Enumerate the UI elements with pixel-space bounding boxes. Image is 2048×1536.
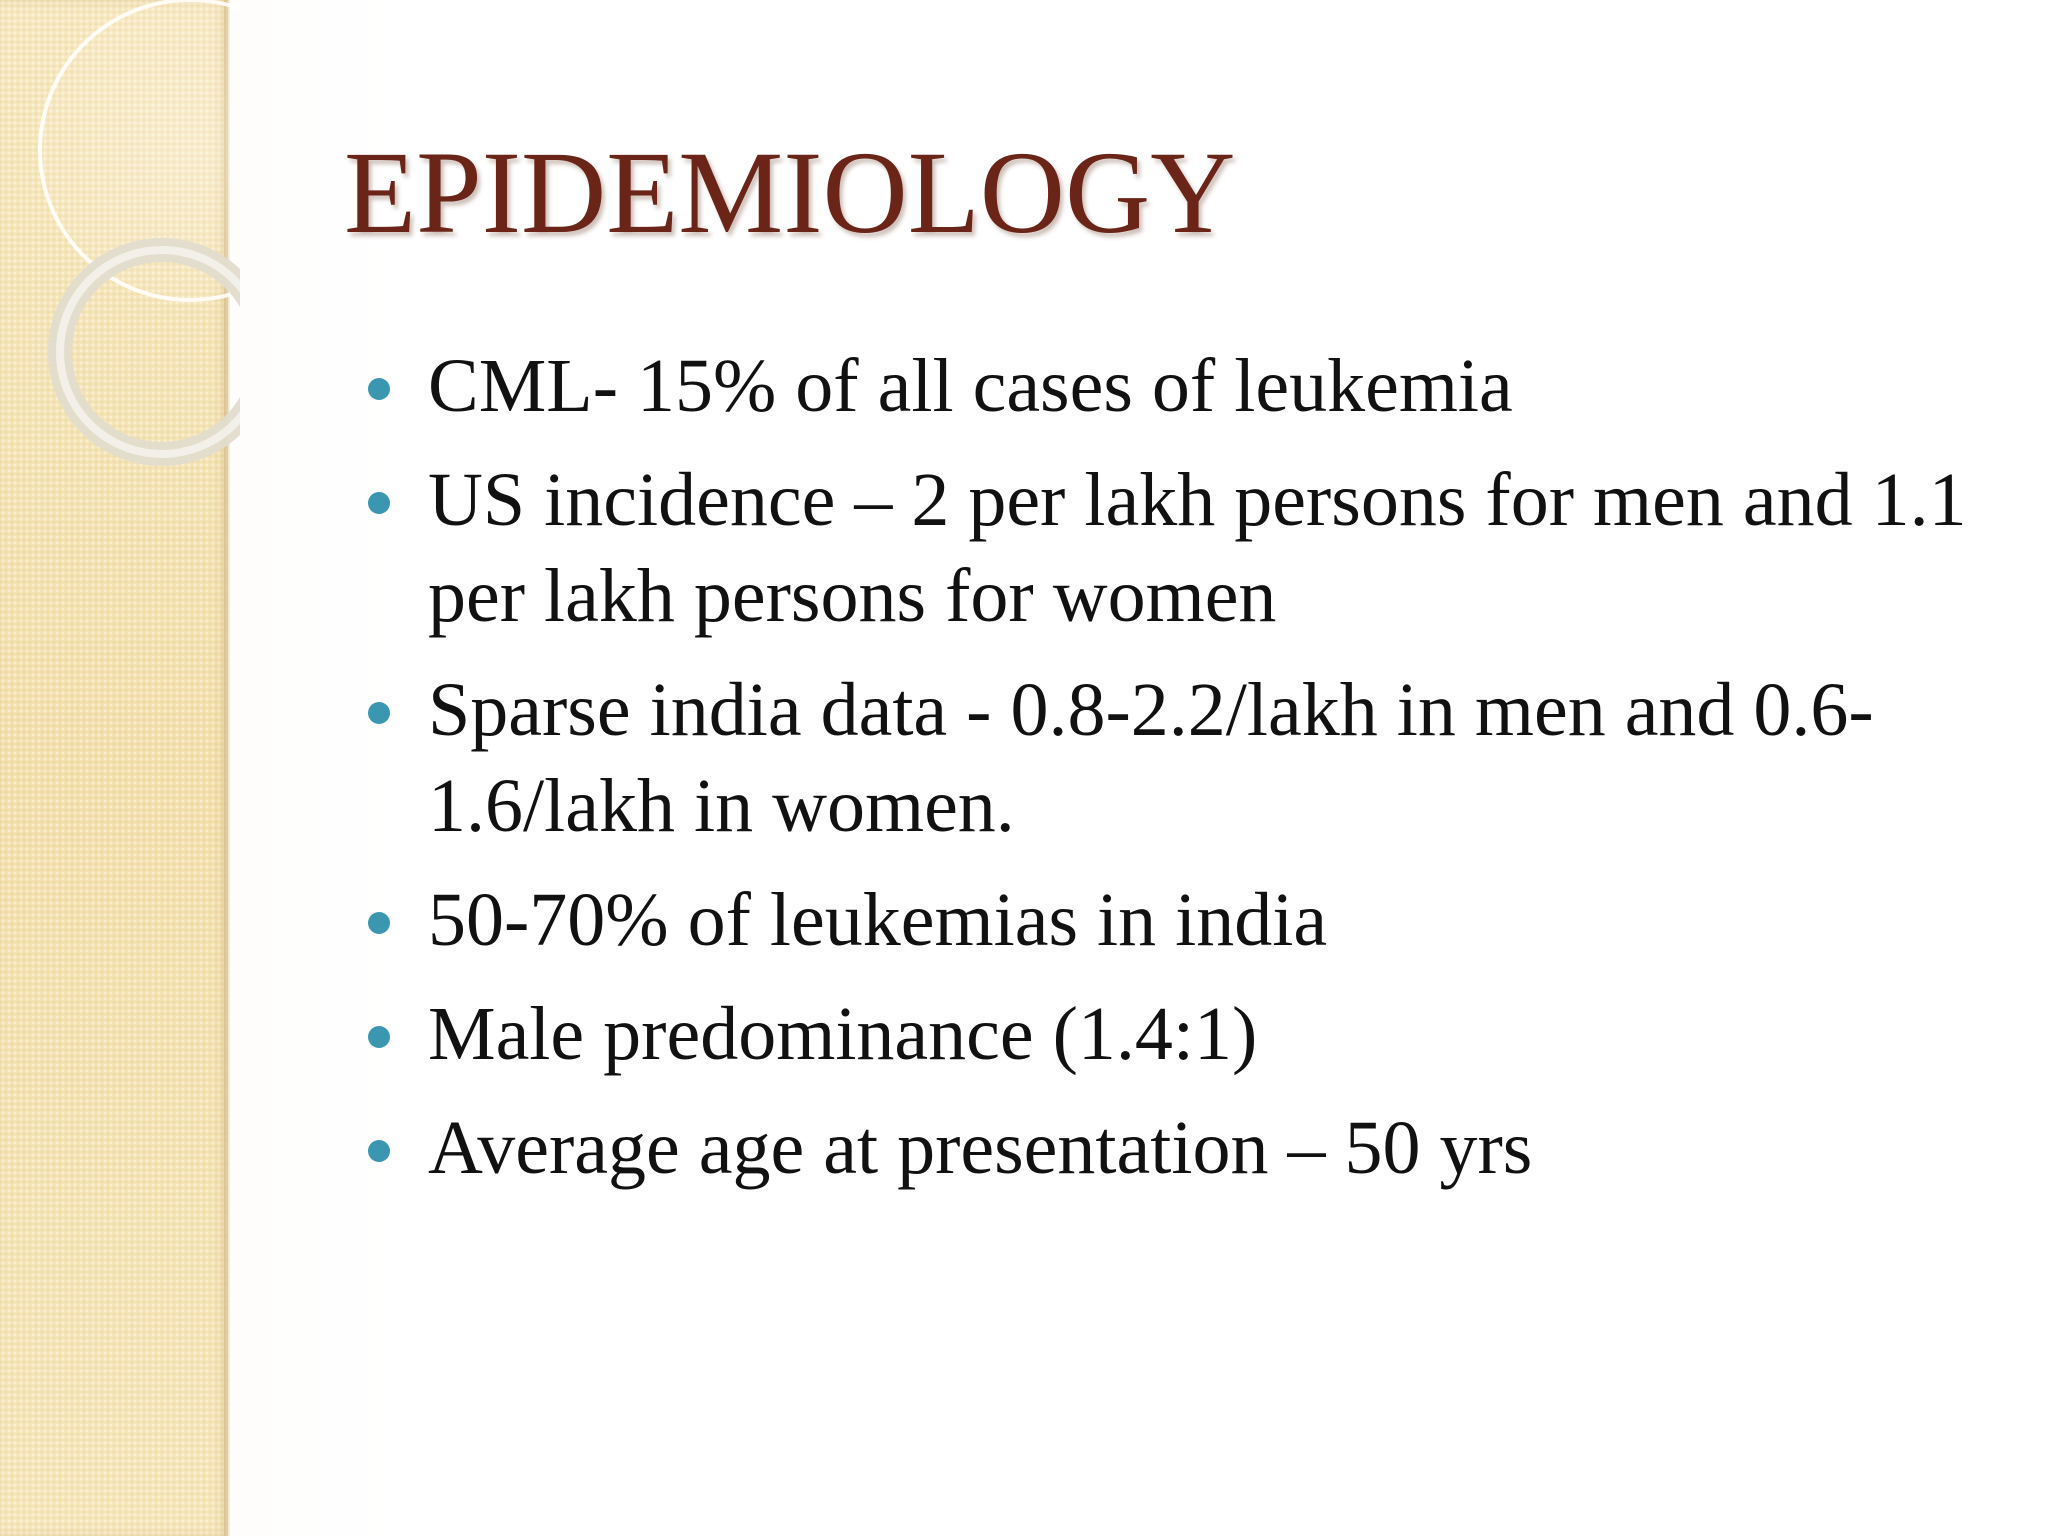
bullet-marker-icon <box>368 912 390 934</box>
bullet-text: 50-70% of leukemias in india <box>428 878 1328 962</box>
slide-title: EPIDEMIOLOGY <box>344 127 1236 258</box>
list-item <box>360 452 2000 644</box>
bullet-marker-icon <box>368 492 390 514</box>
bullet-marker-icon <box>368 1140 390 1162</box>
decorative-rings-icon <box>0 0 240 500</box>
list-item <box>360 662 2000 854</box>
bullet-text: US incidence – 2 per lakh persons for men and 1.1 per lakh persons for women <box>428 458 1967 638</box>
bullet-marker-icon <box>368 378 390 400</box>
list-item <box>360 338 2000 434</box>
bullet-marker-icon <box>368 1026 390 1048</box>
bullet-text: Sparse india data - 0.8-2.2/lakh in men and 0.6-1.6/lakh in women. <box>428 668 1874 848</box>
list-item <box>360 1100 2000 1196</box>
bullet-text: Average age at presentation – 50 yrs <box>428 1106 1533 1190</box>
bullet-marker-icon <box>368 702 390 724</box>
list-item <box>360 986 2000 1082</box>
list-item <box>360 872 2000 968</box>
bullet-text: Male predominance (1.4:1) <box>428 992 1258 1076</box>
bullet-text: CML- 15% of all cases of leukemia <box>428 344 1513 428</box>
bullet-list <box>360 338 2000 1214</box>
